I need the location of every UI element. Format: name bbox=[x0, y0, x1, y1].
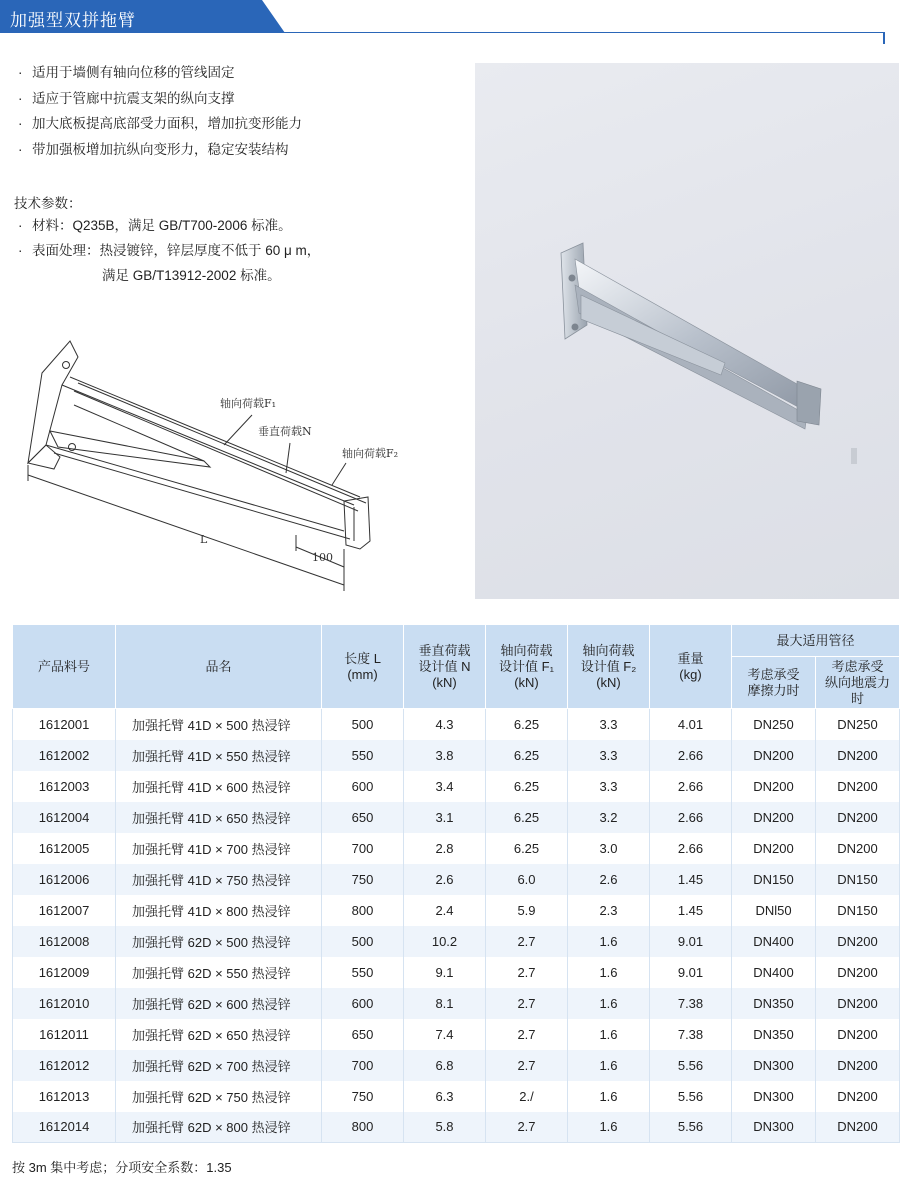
cell-axial-load-f1: 5.9 bbox=[486, 895, 568, 926]
cell-vertical-load: 9.1 bbox=[404, 957, 486, 988]
cell-vertical-load: 2.4 bbox=[404, 895, 486, 926]
cell-length: 500 bbox=[322, 709, 404, 740]
footnote: 按 3m 集中考虑；分项安全系数：1.35 bbox=[12, 1160, 232, 1175]
cell-code: 1612012 bbox=[13, 1050, 116, 1081]
cell-weight: 7.38 bbox=[650, 1019, 732, 1050]
cell-name: 加强托臂 41D × 800 热浸锌 bbox=[116, 895, 322, 926]
leader-f1 bbox=[224, 415, 252, 445]
cell-name: 加强托臂 41D × 600 热浸锌 bbox=[116, 771, 322, 802]
cell-pipe-seismic: DN200 bbox=[816, 1112, 900, 1143]
header-friction: 考虑承受 摩擦力时 bbox=[732, 657, 816, 709]
table-row bbox=[13, 1019, 900, 1050]
cell-length: 650 bbox=[322, 1019, 404, 1050]
cell-weight: 5.56 bbox=[650, 1112, 732, 1143]
cell-weight: 5.56 bbox=[650, 1050, 732, 1081]
cell-pipe-friction: DN400 bbox=[732, 957, 816, 988]
cell-vertical-load: 3.1 bbox=[404, 802, 486, 833]
cell-length: 500 bbox=[322, 926, 404, 957]
cell-pipe-seismic: DN150 bbox=[816, 864, 900, 895]
header-rule bbox=[270, 32, 885, 33]
label-axial-load-f2: 轴向荷载F₂ bbox=[342, 447, 399, 460]
cell-weight: 7.38 bbox=[650, 988, 732, 1019]
table-row bbox=[13, 895, 900, 926]
cell-pipe-seismic: DN200 bbox=[816, 740, 900, 771]
cell-axial-load-f1: 6.0 bbox=[486, 864, 568, 895]
cell-vertical-load: 4.3 bbox=[404, 709, 486, 740]
cell-axial-load-f1: 2.7 bbox=[486, 988, 568, 1019]
cell-length: 600 bbox=[322, 988, 404, 1019]
cell-code: 1612003 bbox=[13, 771, 116, 802]
cell-name: 加强托臂 62D × 550 热浸锌 bbox=[116, 957, 322, 988]
cell-axial-load-f2: 1.6 bbox=[568, 988, 650, 1019]
cell-code: 1612007 bbox=[13, 895, 116, 926]
cell-axial-load-f2: 3.3 bbox=[568, 740, 650, 771]
cell-axial-load-f2: 3.3 bbox=[568, 771, 650, 802]
base-plate bbox=[28, 341, 78, 463]
header-axial-load-f2: 轴向荷载 设计值 F₂ (kN) bbox=[568, 625, 650, 709]
table-row bbox=[13, 802, 900, 833]
cell-vertical-load: 7.4 bbox=[404, 1019, 486, 1050]
product-photo-image bbox=[475, 63, 899, 599]
tech-material: · 材料：Q235B，满足 GB/T700-2006 标准。 bbox=[18, 218, 292, 233]
cell-name: 加强托臂 62D × 650 热浸锌 bbox=[116, 1019, 322, 1050]
cell-weight: 1.45 bbox=[650, 895, 732, 926]
cell-weight: 9.01 bbox=[650, 957, 732, 988]
table-row bbox=[13, 864, 900, 895]
feature-item: · 带加强板增加抗纵向变形力，稳定安装结构 bbox=[18, 141, 289, 157]
header-weight: 重量 (kg) bbox=[650, 625, 732, 709]
cell-vertical-load: 2.8 bbox=[404, 833, 486, 864]
leader-n bbox=[286, 443, 290, 473]
cell-weight: 4.01 bbox=[650, 709, 732, 740]
base-plate-foot bbox=[28, 445, 60, 469]
table-row bbox=[13, 926, 900, 957]
cell-length: 600 bbox=[322, 771, 404, 802]
page-title: 加强型双拼拖臂 bbox=[10, 11, 136, 30]
header-axial-load-f1: 轴向荷载 设计值 F₁ (kN) bbox=[486, 625, 568, 709]
cell-axial-load-f2: 2.6 bbox=[568, 864, 650, 895]
feature-item: · 适应于管廊中抗震支架的纵向支撑 bbox=[18, 90, 235, 106]
cell-pipe-seismic: DN200 bbox=[816, 988, 900, 1019]
cell-axial-load-f1: 2./ bbox=[486, 1081, 568, 1112]
cell-name: 加强托臂 62D × 800 热浸锌 bbox=[116, 1112, 322, 1143]
spec-table bbox=[12, 624, 900, 1143]
cell-pipe-friction: DN200 bbox=[732, 802, 816, 833]
cell-axial-load-f2: 3.0 bbox=[568, 833, 650, 864]
table-row bbox=[13, 1081, 900, 1112]
header-code: 产品料号 bbox=[13, 625, 116, 709]
cell-pipe-seismic: DN200 bbox=[816, 833, 900, 864]
table-row bbox=[13, 1112, 900, 1143]
cell-weight: 2.66 bbox=[650, 802, 732, 833]
cell-weight: 1.45 bbox=[650, 864, 732, 895]
cell-pipe-friction: DNl50 bbox=[732, 895, 816, 926]
cell-pipe-seismic: DN200 bbox=[816, 1050, 900, 1081]
cell-name: 加强托臂 62D × 750 热浸锌 bbox=[116, 1081, 322, 1112]
cell-axial-load-f2: 3.2 bbox=[568, 802, 650, 833]
cell-name: 加强托臂 62D × 600 热浸锌 bbox=[116, 988, 322, 1019]
cell-code: 1612009 bbox=[13, 957, 116, 988]
header-seismic: 考虑承受 纵向地震力 时 bbox=[816, 657, 900, 709]
cell-weight: 5.56 bbox=[650, 1081, 732, 1112]
header-vertical-load: 垂直荷载 设计值 N (kN) bbox=[404, 625, 486, 709]
rail-low-1 bbox=[46, 445, 344, 531]
cell-code: 1612010 bbox=[13, 988, 116, 1019]
cell-code: 1612004 bbox=[13, 802, 116, 833]
cell-code: 1612011 bbox=[13, 1019, 116, 1050]
cell-axial-load-f2: 1.6 bbox=[568, 957, 650, 988]
leader-f2 bbox=[332, 463, 346, 485]
spec-table-body bbox=[13, 709, 900, 1143]
cell-name: 加强托臂 41D × 750 热浸锌 bbox=[116, 864, 322, 895]
cell-axial-load-f2: 1.6 bbox=[568, 926, 650, 957]
cell-pipe-friction: DN400 bbox=[732, 926, 816, 957]
tech-surface-cont: 满足 GB/T13912-2002 标准。 bbox=[102, 268, 281, 283]
brace-edge bbox=[74, 405, 204, 461]
cell-length: 750 bbox=[322, 864, 404, 895]
cell-vertical-load: 2.6 bbox=[404, 864, 486, 895]
cell-axial-load-f2: 1.6 bbox=[568, 1050, 650, 1081]
tech-list bbox=[18, 213, 320, 288]
table-row bbox=[13, 957, 900, 988]
cell-weight: 2.66 bbox=[650, 771, 732, 802]
cell-name: 加强托臂 62D × 700 热浸锌 bbox=[116, 1050, 322, 1081]
cell-vertical-load: 10.2 bbox=[404, 926, 486, 957]
label-vertical-load-n: 垂直荷载N bbox=[258, 425, 312, 438]
cell-pipe-seismic: DN200 bbox=[816, 771, 900, 802]
table-row bbox=[13, 833, 900, 864]
cell-code: 1612006 bbox=[13, 864, 116, 895]
bolt-hole-top bbox=[63, 362, 70, 369]
cell-axial-load-f2: 2.3 bbox=[568, 895, 650, 926]
cell-pipe-friction: DN200 bbox=[732, 833, 816, 864]
cell-pipe-seismic: DN200 bbox=[816, 802, 900, 833]
rail-top-3 bbox=[74, 391, 358, 511]
cell-pipe-seismic: DN200 bbox=[816, 1081, 900, 1112]
header-banner bbox=[0, 0, 285, 33]
cell-weight: 2.66 bbox=[650, 740, 732, 771]
cell-code: 1612013 bbox=[13, 1081, 116, 1112]
feature-item: · 适用于墙侧有轴向位移的管线固定 bbox=[18, 65, 235, 80]
cell-code: 1612005 bbox=[13, 833, 116, 864]
cell-pipe-friction: DN300 bbox=[732, 1112, 816, 1143]
cell-code: 1612014 bbox=[13, 1112, 116, 1143]
cell-axial-load-f1: 2.7 bbox=[486, 926, 568, 957]
feature-item: · 加大底板提高底部受力面积，增加抗变形能力 bbox=[18, 116, 302, 131]
label-length-l: L bbox=[200, 533, 208, 546]
product-photo bbox=[475, 63, 899, 599]
cell-weight: 9.01 bbox=[650, 926, 732, 957]
cell-pipe-friction: DN300 bbox=[732, 1081, 816, 1112]
tech-surface: · 表面处理：热浸镀锌，锌层厚度不低于 60 μ m， bbox=[18, 243, 321, 258]
table-row bbox=[13, 709, 900, 740]
cell-name: 加强托臂 62D × 500 热浸锌 bbox=[116, 926, 322, 957]
cell-axial-load-f1: 2.7 bbox=[486, 1112, 568, 1143]
cell-pipe-seismic: DN150 bbox=[816, 895, 900, 926]
header-rule-end bbox=[883, 32, 885, 44]
cell-axial-load-f1: 2.7 bbox=[486, 1050, 568, 1081]
cell-pipe-friction: DN250 bbox=[732, 709, 816, 740]
cell-pipe-seismic: DN200 bbox=[816, 957, 900, 988]
cell-length: 800 bbox=[322, 1112, 404, 1143]
cell-axial-load-f1: 6.25 bbox=[486, 802, 568, 833]
cell-vertical-load: 3.4 bbox=[404, 771, 486, 802]
cell-axial-load-f2: 3.3 bbox=[568, 709, 650, 740]
cell-code: 1612008 bbox=[13, 926, 116, 957]
cell-axial-load-f2: 1.6 bbox=[568, 1081, 650, 1112]
cell-length: 650 bbox=[322, 802, 404, 833]
header-max-pipe: 最大适用管径 bbox=[732, 625, 900, 657]
cell-vertical-load: 6.3 bbox=[404, 1081, 486, 1112]
cell-vertical-load: 6.8 bbox=[404, 1050, 486, 1081]
bracket-drawing bbox=[14, 335, 414, 605]
cell-pipe-friction: DN200 bbox=[732, 771, 816, 802]
cell-pipe-seismic: DN200 bbox=[816, 926, 900, 957]
cell-length: 750 bbox=[322, 1081, 404, 1112]
cell-axial-load-f2: 1.6 bbox=[568, 1112, 650, 1143]
cell-axial-load-f1: 2.7 bbox=[486, 1019, 568, 1050]
cell-weight: 2.66 bbox=[650, 833, 732, 864]
label-100: 100 bbox=[312, 551, 333, 564]
cell-code: 1612002 bbox=[13, 740, 116, 771]
feature-list bbox=[18, 60, 302, 162]
cell-vertical-load: 3.8 bbox=[404, 740, 486, 771]
cell-axial-load-f1: 6.25 bbox=[486, 833, 568, 864]
tech-title: 技术参数： bbox=[14, 196, 82, 211]
table-row bbox=[13, 771, 900, 802]
cell-name: 加强托臂 41D × 500 热浸锌 bbox=[116, 709, 322, 740]
cell-name: 加强托臂 41D × 650 热浸锌 bbox=[116, 802, 322, 833]
header-length: 长度 L (mm) bbox=[322, 625, 404, 709]
cell-vertical-load: 5.8 bbox=[404, 1112, 486, 1143]
cell-length: 700 bbox=[322, 1050, 404, 1081]
table-row bbox=[13, 740, 900, 771]
cell-pipe-seismic: DN250 bbox=[816, 709, 900, 740]
cell-length: 550 bbox=[322, 740, 404, 771]
cell-axial-load-f1: 6.25 bbox=[486, 709, 568, 740]
cell-pipe-seismic: DN200 bbox=[816, 1019, 900, 1050]
table-row bbox=[13, 1050, 900, 1081]
cell-pipe-friction: DN350 bbox=[732, 1019, 816, 1050]
cell-axial-load-f1: 6.25 bbox=[486, 740, 568, 771]
cell-axial-load-f1: 6.25 bbox=[486, 771, 568, 802]
cell-pipe-friction: DN300 bbox=[732, 1050, 816, 1081]
cell-axial-load-f1: 2.7 bbox=[486, 957, 568, 988]
rail-top-1 bbox=[62, 385, 354, 505]
cell-axial-load-f2: 1.6 bbox=[568, 1019, 650, 1050]
cell-length: 700 bbox=[322, 833, 404, 864]
cell-pipe-friction: DN350 bbox=[732, 988, 816, 1019]
cell-pipe-friction: DN200 bbox=[732, 740, 816, 771]
end-profile bbox=[344, 497, 370, 549]
rail-top-2 bbox=[70, 377, 360, 497]
table-row bbox=[13, 988, 900, 1019]
cell-pipe-friction: DN150 bbox=[732, 864, 816, 895]
cell-vertical-load: 8.1 bbox=[404, 988, 486, 1019]
cell-name: 加强托臂 41D × 550 热浸锌 bbox=[116, 740, 322, 771]
cell-length: 550 bbox=[322, 957, 404, 988]
cell-code: 1612001 bbox=[13, 709, 116, 740]
cell-name: 加强托臂 41D × 700 热浸锌 bbox=[116, 833, 322, 864]
label-axial-load-f1: 轴向荷载F₁ bbox=[220, 397, 277, 410]
cell-length: 800 bbox=[322, 895, 404, 926]
header-name: 品名 bbox=[116, 625, 322, 709]
